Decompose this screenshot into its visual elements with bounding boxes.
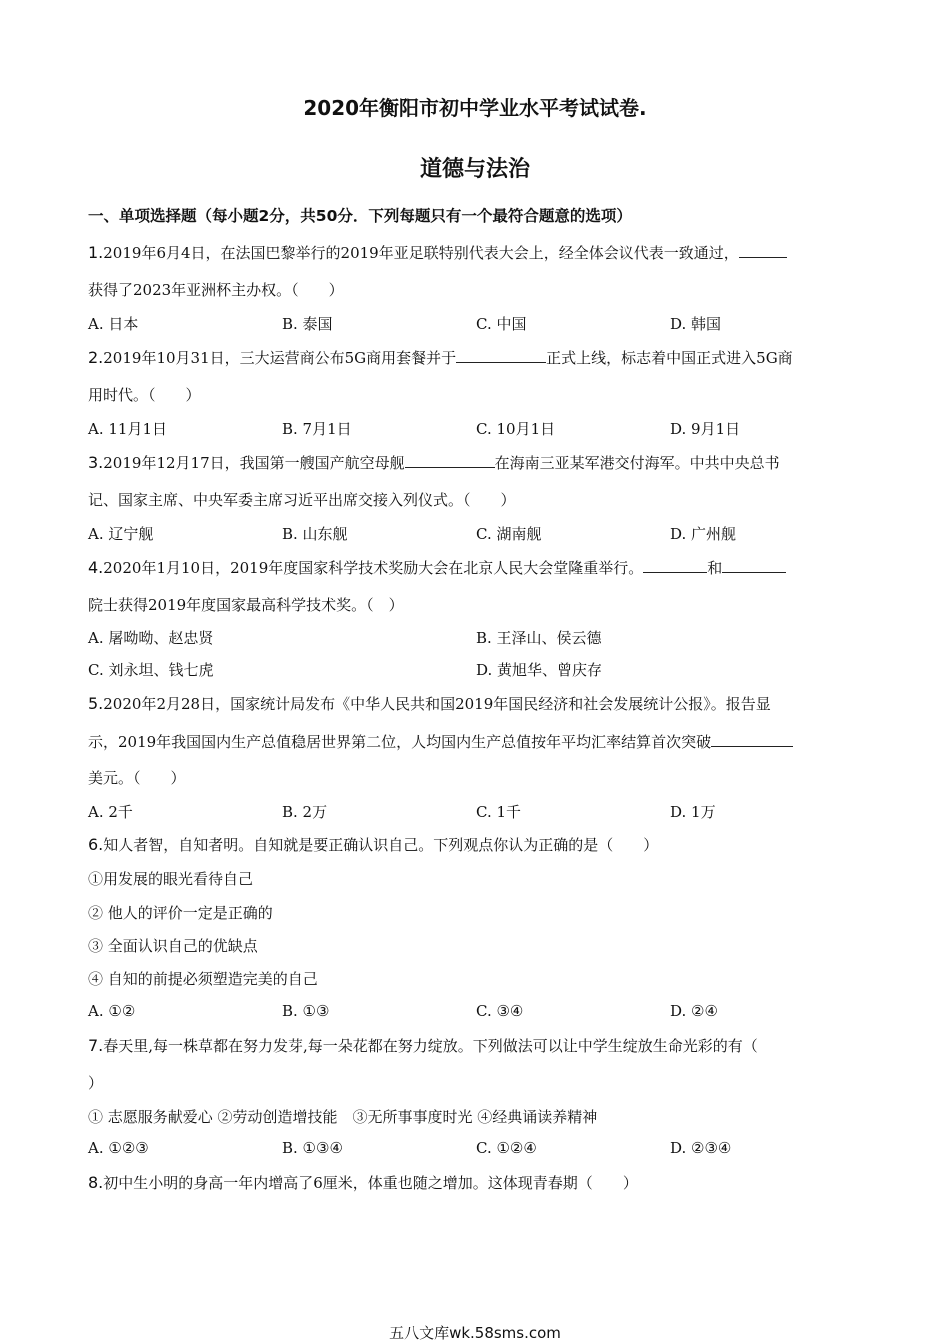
question-5-line-2	[88, 731, 793, 752]
option-a: A. 辽宁舰	[88, 525, 154, 543]
question-number: 1.	[88, 243, 104, 262]
option-a: A. ①②	[88, 1002, 136, 1020]
footer-watermark: 五八文库wk.58sms.com	[389, 1324, 561, 1342]
question-number: 6.	[88, 835, 104, 854]
answer-blank	[456, 348, 546, 363]
statement-3: ③ 全面认识自己的优缺点	[88, 937, 258, 955]
option-c: C. 湖南舰	[476, 525, 542, 543]
option-a: A. 2千	[88, 803, 133, 821]
question-4-line-2: 院士获得2019年度国家最高科学技术奖。（ ）	[88, 596, 404, 614]
option-b: B. 王泽山、侯云德	[476, 629, 602, 647]
option-d: D. ②③④	[670, 1139, 732, 1157]
option-c: C. 中国	[476, 315, 527, 333]
option-d: D. 韩国	[670, 315, 722, 333]
option-c: C. 1千	[476, 803, 522, 821]
option-b: B. 2万	[282, 803, 328, 821]
answer-blank	[739, 243, 787, 258]
question-text: 知人者智，自知者明。自知就是要正确认识自己。下列观点你认为正确的是（ ）	[103, 836, 659, 854]
question-number: 2.	[88, 348, 104, 367]
question-3-line-2: 记、国家主席、中央军委主席习近平出席交接入列仪式。（ ）	[88, 491, 516, 509]
option-d: D. 9月1日	[670, 420, 741, 438]
question-2	[88, 347, 793, 368]
question-7-line-2: ）	[88, 1074, 104, 1092]
question-5	[88, 693, 771, 714]
section-heading: 一、单项选择题（每小题2分，共50分．下列每题只有一个最符合题意的选项）	[88, 207, 632, 225]
option-d: D. 黄旭华、曾庆存	[476, 661, 603, 679]
answer-blank	[711, 732, 793, 747]
question-number: 4.	[88, 558, 104, 577]
option-d: D. 1万	[670, 803, 716, 821]
option-a: A. 11月1日	[88, 420, 167, 438]
question-7	[88, 1035, 758, 1056]
question-text: 2020年2月28日，国家统计局发布《中华人民共和国2019年国民经济和社会发展统计公报》。报告显	[103, 695, 771, 713]
answer-blank-2	[722, 558, 786, 573]
statement-1: ①用发展的眼光看待自己	[88, 870, 254, 888]
question-text: 2019年6月4日，在法国巴黎举行的2019年亚足联特别代表大会上，经全体会议代表一致通过，	[103, 244, 739, 262]
option-b: B. ①③	[282, 1002, 330, 1020]
question-text: 初中生小明的身高一年内增高了6厘米，体重也随之增加。这体现青春期（ ）	[103, 1174, 638, 1192]
option-b: B. 7月1日	[282, 420, 352, 438]
question-text: 春天里,每一株草都在努力发芽,每一朵花都在努力绽放。下列做法可以让中学生绽放生命光彩的有（	[103, 1037, 758, 1055]
question-1	[88, 242, 787, 263]
question-number: 3.	[88, 453, 104, 472]
question-text: 示，2019年我国国内生产总值稳居世界第二位，人均国内生产总值按年平均汇率结算首次突破	[88, 733, 712, 751]
option-c: C. 刘永坦、钱七虎	[88, 661, 214, 679]
question-text: 2019年12月17日，我国第一艘国产航空母舰	[103, 454, 405, 472]
question-text: 2020年1月10日，2019年度国家科学技术奖励大会在北京人民大会堂隆重举行。	[103, 559, 644, 577]
question-text-cont: 和	[707, 559, 723, 577]
question-6	[88, 834, 658, 855]
question-3	[88, 452, 780, 473]
question-2-line-2: 用时代。（ ）	[88, 386, 201, 404]
option-a: A. 屠呦呦、赵忠贤	[88, 629, 214, 647]
option-c: C. ①②④	[476, 1139, 537, 1157]
option-d: D. ②④	[670, 1002, 718, 1020]
option-b: B. 泰国	[282, 315, 333, 333]
question-4	[88, 557, 786, 578]
question-number: 5.	[88, 694, 104, 713]
subject-title: 道德与法治	[419, 157, 530, 182]
option-c: C. ③④	[476, 1002, 524, 1020]
exam-title: 2020年衡阳市初中学业水平考试试卷.	[303, 96, 647, 120]
option-b: B. ①③④	[282, 1139, 343, 1157]
option-b: B. 山东舰	[282, 525, 348, 543]
question-5-line-3: 美元。（ ）	[88, 769, 186, 787]
question-1-line-2: 获得了2023年亚洲杯主办权。（ ）	[88, 281, 344, 299]
statement-4: ④ 自知的前提必须塑造完美的自己	[88, 970, 318, 988]
option-c: C. 10月1日	[476, 420, 556, 438]
question-text-cont: 在海南三亚某军港交付海军。中共中央总书	[494, 454, 780, 472]
question-number: 8.	[88, 1173, 104, 1192]
question-text: 2019年10月31日，三大运营商公布5G商用套餐并于	[103, 349, 457, 367]
statements: ① 志愿服务献爱心 ②劳动创造增技能 ③无所事事度时光 ④经典诵读养精神	[88, 1108, 598, 1126]
option-d: D. 广州舰	[670, 525, 737, 543]
statement-2: ② 他人的评价一定是正确的	[88, 904, 273, 922]
answer-blank	[405, 453, 495, 468]
question-8	[88, 1172, 638, 1193]
option-a: A. ①②③	[88, 1139, 149, 1157]
question-number: 7.	[88, 1036, 104, 1055]
question-text-cont: 正式上线，标志着中国正式进入5G商	[546, 349, 793, 367]
answer-blank-1	[643, 558, 707, 573]
option-a: A. 日本	[88, 315, 139, 333]
